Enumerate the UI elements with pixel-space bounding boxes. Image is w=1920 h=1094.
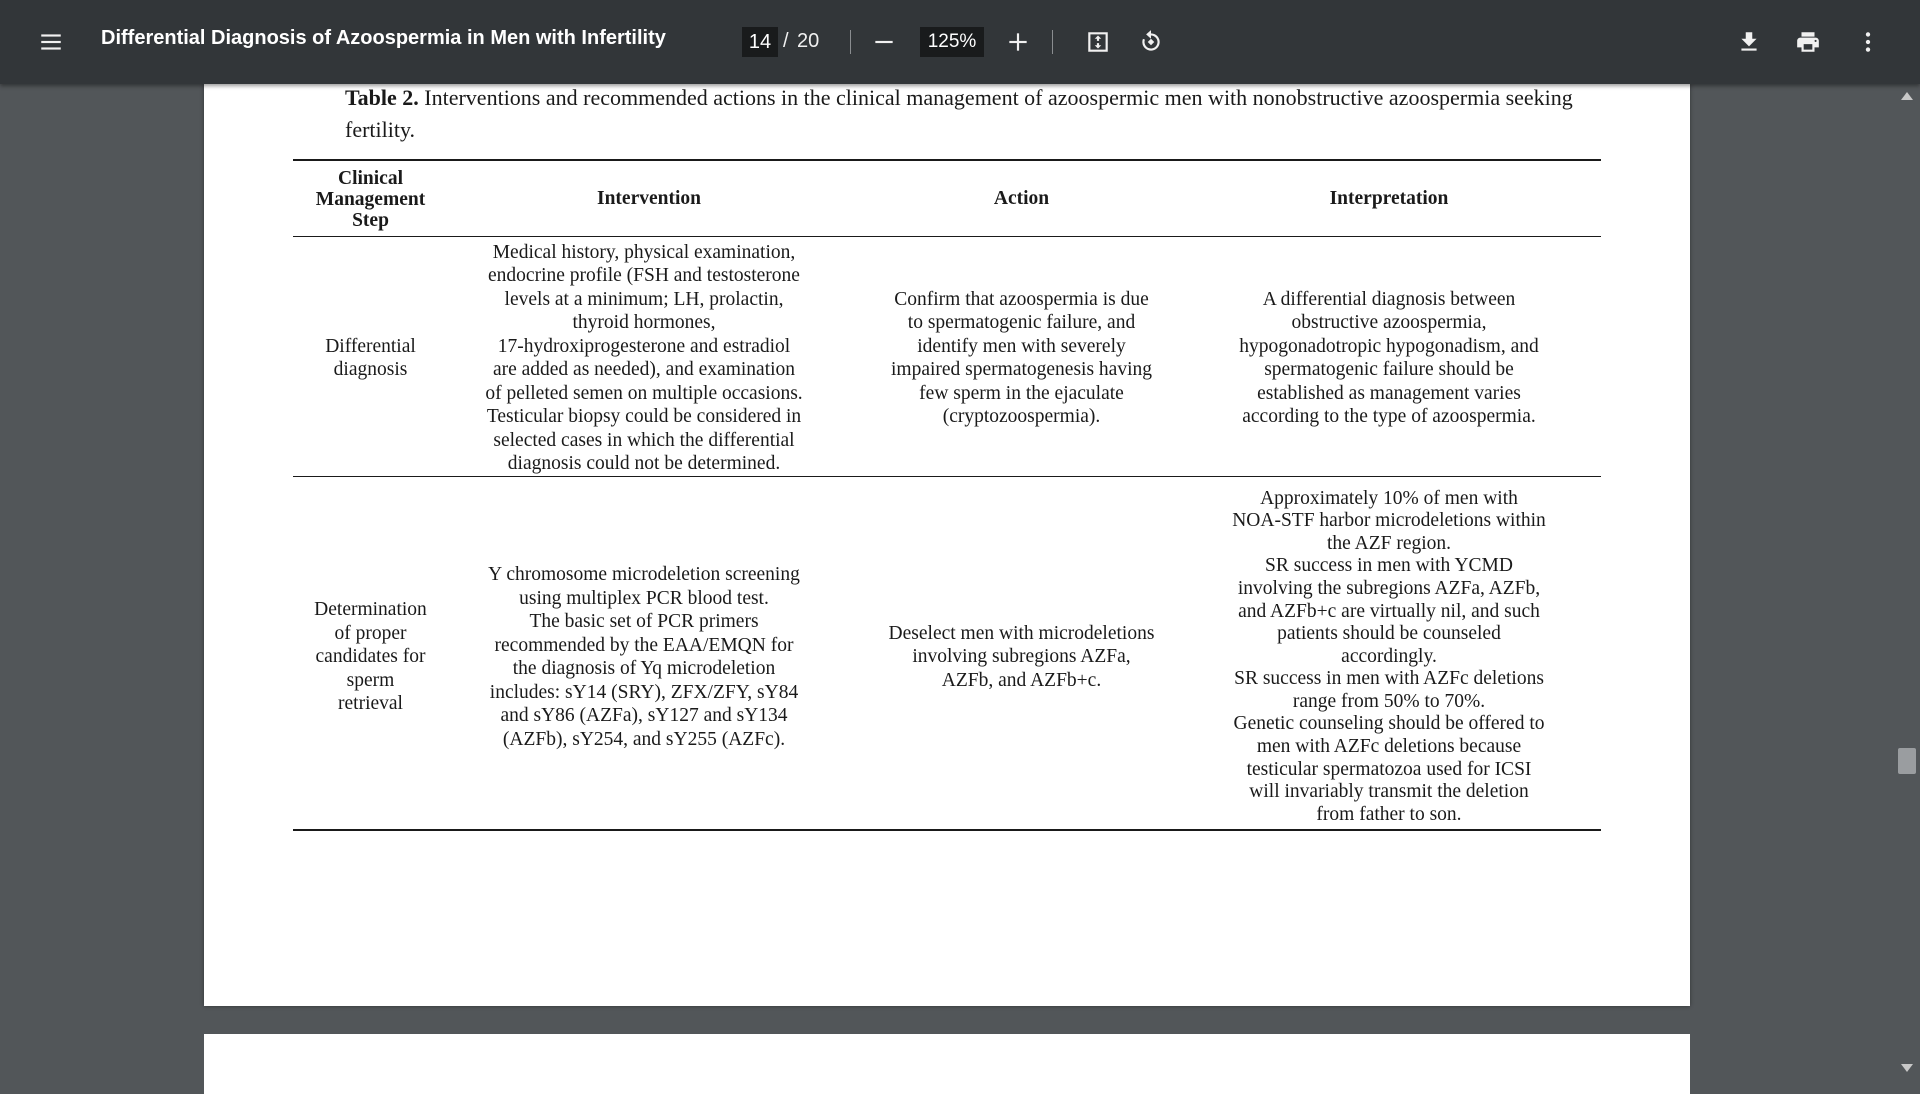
pdf-toolbar [0, 0, 1920, 84]
header-step: Clinical Management Step [315, 167, 426, 231]
header-interpretation: Interpretation [1329, 188, 1449, 210]
row1-step: Differential diagnosis [325, 335, 416, 380]
rotate-button[interactable] [1129, 20, 1173, 64]
plus-icon [1005, 29, 1031, 55]
menu-icon[interactable] [29, 20, 73, 64]
page-total: 20 [797, 30, 820, 52]
row1-intervention: Medical history, physical examination, endocrine profile (FSH and testosterone levels at a minimum; LH, prolactin, thyroid hormones, 17-hydroxiprogesterone and estradiol are added as needed), and examination of pelleted semen on multiple occasions. Testicular biopsy could be considered in selected cases in which the differential diagnosis could not be determined. [485, 241, 803, 474]
fit-page-button[interactable] [1076, 20, 1120, 64]
print-button[interactable] [1786, 20, 1830, 64]
toolbar-divider [850, 30, 851, 54]
row1-action: Confirm that azoospermia is due to spermatogenic failure, and identify men with severely impaired spermatogenesis having few sperm in the ejaculate (cryptozoospermia). [890, 288, 1152, 427]
header-rule [293, 236, 1601, 237]
download-icon [1736, 29, 1762, 55]
page-separator: / [783, 30, 789, 52]
table-top-rule [293, 159, 1601, 161]
caption-text: Interventions and recommended actions in the clinical management of azoospermic men with nonobstructive azoospermia seeking fertility. [345, 85, 1573, 142]
caption-label: Table 2. [345, 85, 419, 110]
header-action: Action [993, 188, 1050, 210]
header-intervention: Intervention [597, 188, 701, 210]
toolbar-divider [1052, 30, 1053, 54]
zoom-out-button[interactable] [862, 20, 906, 64]
pdf-page [204, 84, 1690, 1006]
row2-intervention: Y chromosome microdeletion screening using multiplex PCR blood test. The basic set of PCR primers recommended by the EAA/EMQN for the diagnosis of Yq microdeletion includes: sY14 (SRY), ZFX/ZFY, sY84 and sY86 (AZFa), sY127 and sY134 (AZFb), sY254, and sY255 (AZFc). [488, 564, 800, 750]
zoom-input[interactable]: 125% [920, 27, 984, 57]
vertical-scrollbar[interactable] [1894, 84, 1920, 1080]
zoom-in-button[interactable] [996, 20, 1040, 64]
row2-action: Deselect men with microdeletions involving subregions AZFa, AZFb, and AZFb+c. [888, 622, 1155, 691]
table-caption [345, 82, 1595, 146]
row-divider [293, 476, 1601, 477]
row2-step: Determination of proper candidates for sperm retrieval [314, 599, 427, 715]
row2-interpretation: Approximately 10% of men with NOA-STF harbor microdeletions within the AZF region. SR success in men with YCMD involving the subregions AZFa, AZFb, and AZFb+c are virtually nil, and such patients should be counseled accordingly. SR success in men with AZFc deletions range from 50% to 70%. Genetic counseling should be offered to men with AZFc deletions because testicular spermatozoa used for ICSI will invariably transmit the deletion from father to son. [1232, 487, 1546, 825]
document-viewer [0, 84, 1920, 1080]
row1-interpretation: A differential diagnosis between obstructive azoospermia, hypogonadotropic hypogonadism, and spermatogenic failure should be established as management varies according to the type of azoospermia. [1239, 288, 1539, 427]
print-icon [1795, 29, 1821, 55]
download-button[interactable] [1727, 20, 1771, 64]
scroll-up-icon[interactable] [1901, 92, 1913, 100]
page-number-input[interactable]: 14 [742, 27, 778, 57]
table-bottom-rule [293, 829, 1601, 831]
document-title: Differential Diagnosis of Azoospermia in Men with Infertility [101, 27, 666, 49]
rotate-icon [1138, 29, 1164, 55]
scroll-thumb[interactable] [1898, 748, 1916, 774]
more-options-button[interactable] [1846, 20, 1890, 64]
more-vert-icon [1855, 29, 1881, 55]
fit-page-icon [1085, 29, 1111, 55]
scroll-down-icon[interactable] [1901, 1064, 1913, 1072]
pdf-page-next [204, 1034, 1690, 1094]
minus-icon [871, 29, 897, 55]
